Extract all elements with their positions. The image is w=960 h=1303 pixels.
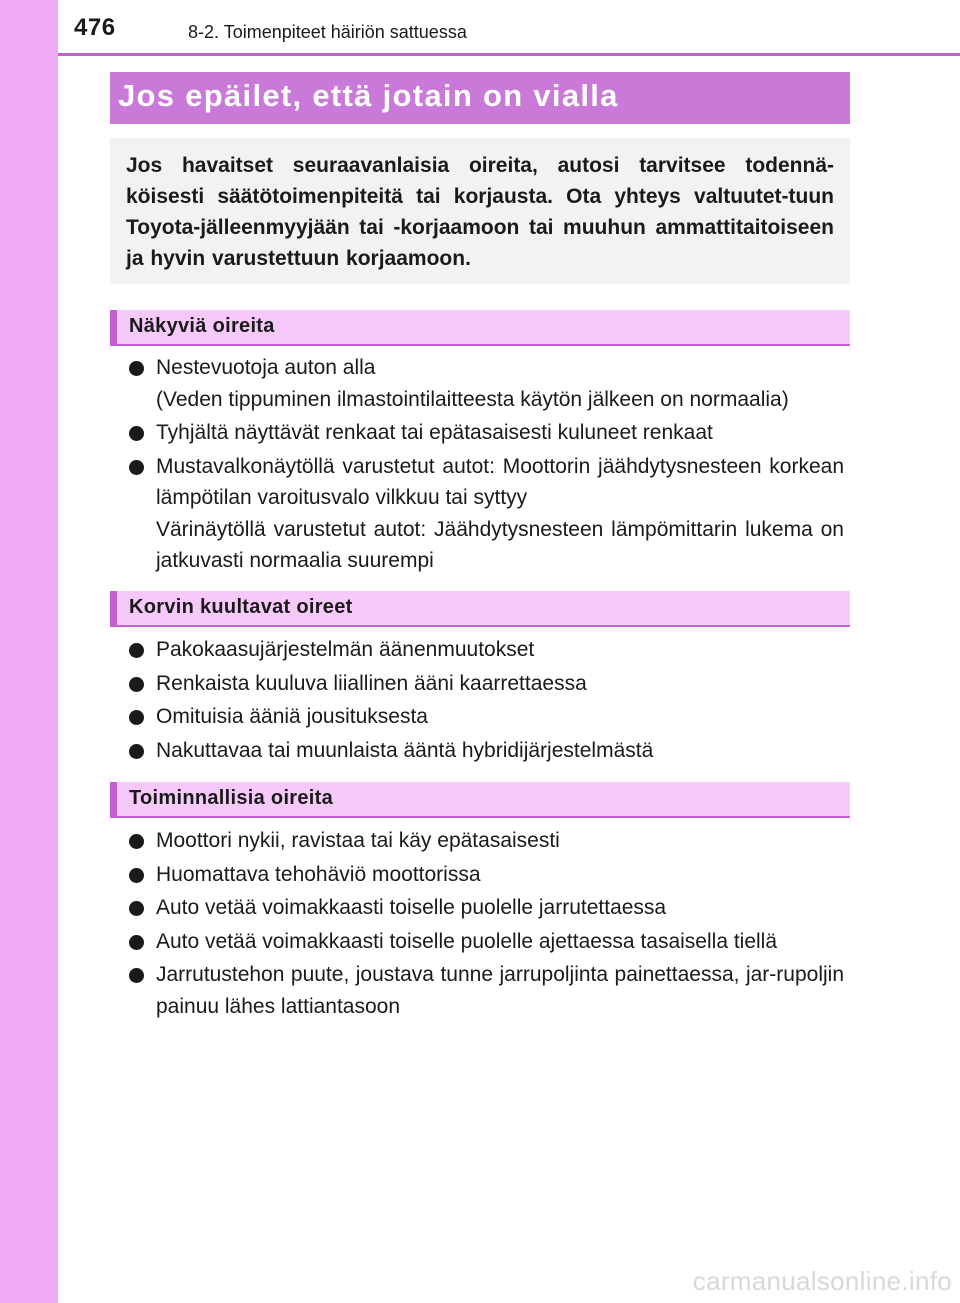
page-number: 476: [74, 14, 116, 41]
functional-symptoms-list: [128, 825, 844, 1024]
list-item: [128, 825, 844, 857]
list-item: [128, 634, 844, 666]
list-item-text: Auto vetää voimakkaasti toiselle puolelle jarrutettaessa: [156, 896, 667, 919]
list-item-text: Renkaista kuuluva liiallinen ääni kaarrettaessa: [156, 671, 587, 695]
list-item-text: Tyhjältä näyttävät renkaat tai epätasaisesti kuluneet renkaat: [156, 421, 713, 444]
list-item-text: Nestevuotoja auton alla: [156, 356, 376, 379]
list-item: [128, 701, 844, 733]
list-item-text: Pakokaasujärjestelmän äänenmuutokset: [156, 638, 535, 661]
list-item-text: Värinäytöllä varustetut autot: Jäähdytysnesteen lämpömittarin lukema on jatkuvasti normaalia suurempi: [156, 517, 844, 572]
audible-symptoms-list: [128, 634, 844, 768]
list-item: [128, 892, 844, 924]
list-item-text: Jarrutustehon puute, joustava tunne jarrupoljinta painettaessa, jar-rupoljin painuu lähes lattiantasoon: [156, 963, 844, 1018]
watermark: carmanualsonline.info: [692, 1266, 952, 1296]
list-item: [128, 926, 844, 958]
list-item: [128, 959, 844, 1022]
side-strip: [0, 0, 58, 1303]
visible-symptoms-list: [128, 352, 844, 579]
list-item-text: Omituisia ääniä jousituksesta: [156, 705, 428, 728]
list-item: [128, 451, 844, 577]
list-item: [128, 352, 844, 415]
list-item-text: Mustavalkonäytöllä varustetut autot: Moottorin jäähdytysnesteen korkean lämpötilan varoitusvalo vilkkuu tai syttyy: [156, 454, 844, 509]
section-heading-audible-symptoms: [110, 591, 850, 627]
running-head: 8-2. Toimenpiteet häiriön sattuessa: [188, 22, 467, 42]
intro-box: [110, 138, 850, 284]
list-item-text: Huomattava tehohäviö moottorissa: [156, 862, 481, 886]
list-item-text: Nakuttavaa tai muunlaista ääntä hybridijärjestelmästä: [156, 738, 654, 762]
page-title: Jos epäilet, että jotain on vialla: [118, 78, 619, 113]
intro-text: Jos havaitset seuraavanlaisia oireita, autosi tarvitsee todennä-köisesti säätötoimenpiteitä tai korjausta. Ota yhteys valtuutet-tuun Toyota-jälleenmyyjään tai -korjaamoon tai muuhun ammattitaitoiseen ja hyvin varustettuun korjaamoon.: [126, 154, 834, 270]
list-item-text: Auto vetää voimakkaasti toiselle puolelle ajettaessa tasaisella tiellä: [156, 929, 778, 953]
section-heading-text: Toiminnallisia oireita: [129, 787, 334, 809]
list-item: [128, 735, 844, 767]
page-title-bar: [110, 72, 850, 124]
list-item: [128, 417, 844, 449]
section-heading-text: Korvin kuultavat oireet: [129, 596, 353, 618]
list-item: [128, 668, 844, 700]
list-item-note: (Veden tippuminen ilmastointilaitteesta käytön jälkeen on normaalia): [156, 387, 789, 411]
list-item: [128, 859, 844, 891]
section-heading-functional-symptoms: [110, 782, 850, 818]
list-item-text: Moottori nykii, ravistaa tai käy epätasaisesti: [156, 829, 560, 852]
header-rule: [58, 53, 960, 56]
section-heading-text: Näkyviä oireita: [129, 315, 275, 337]
section-heading-visible-symptoms: [110, 310, 850, 346]
